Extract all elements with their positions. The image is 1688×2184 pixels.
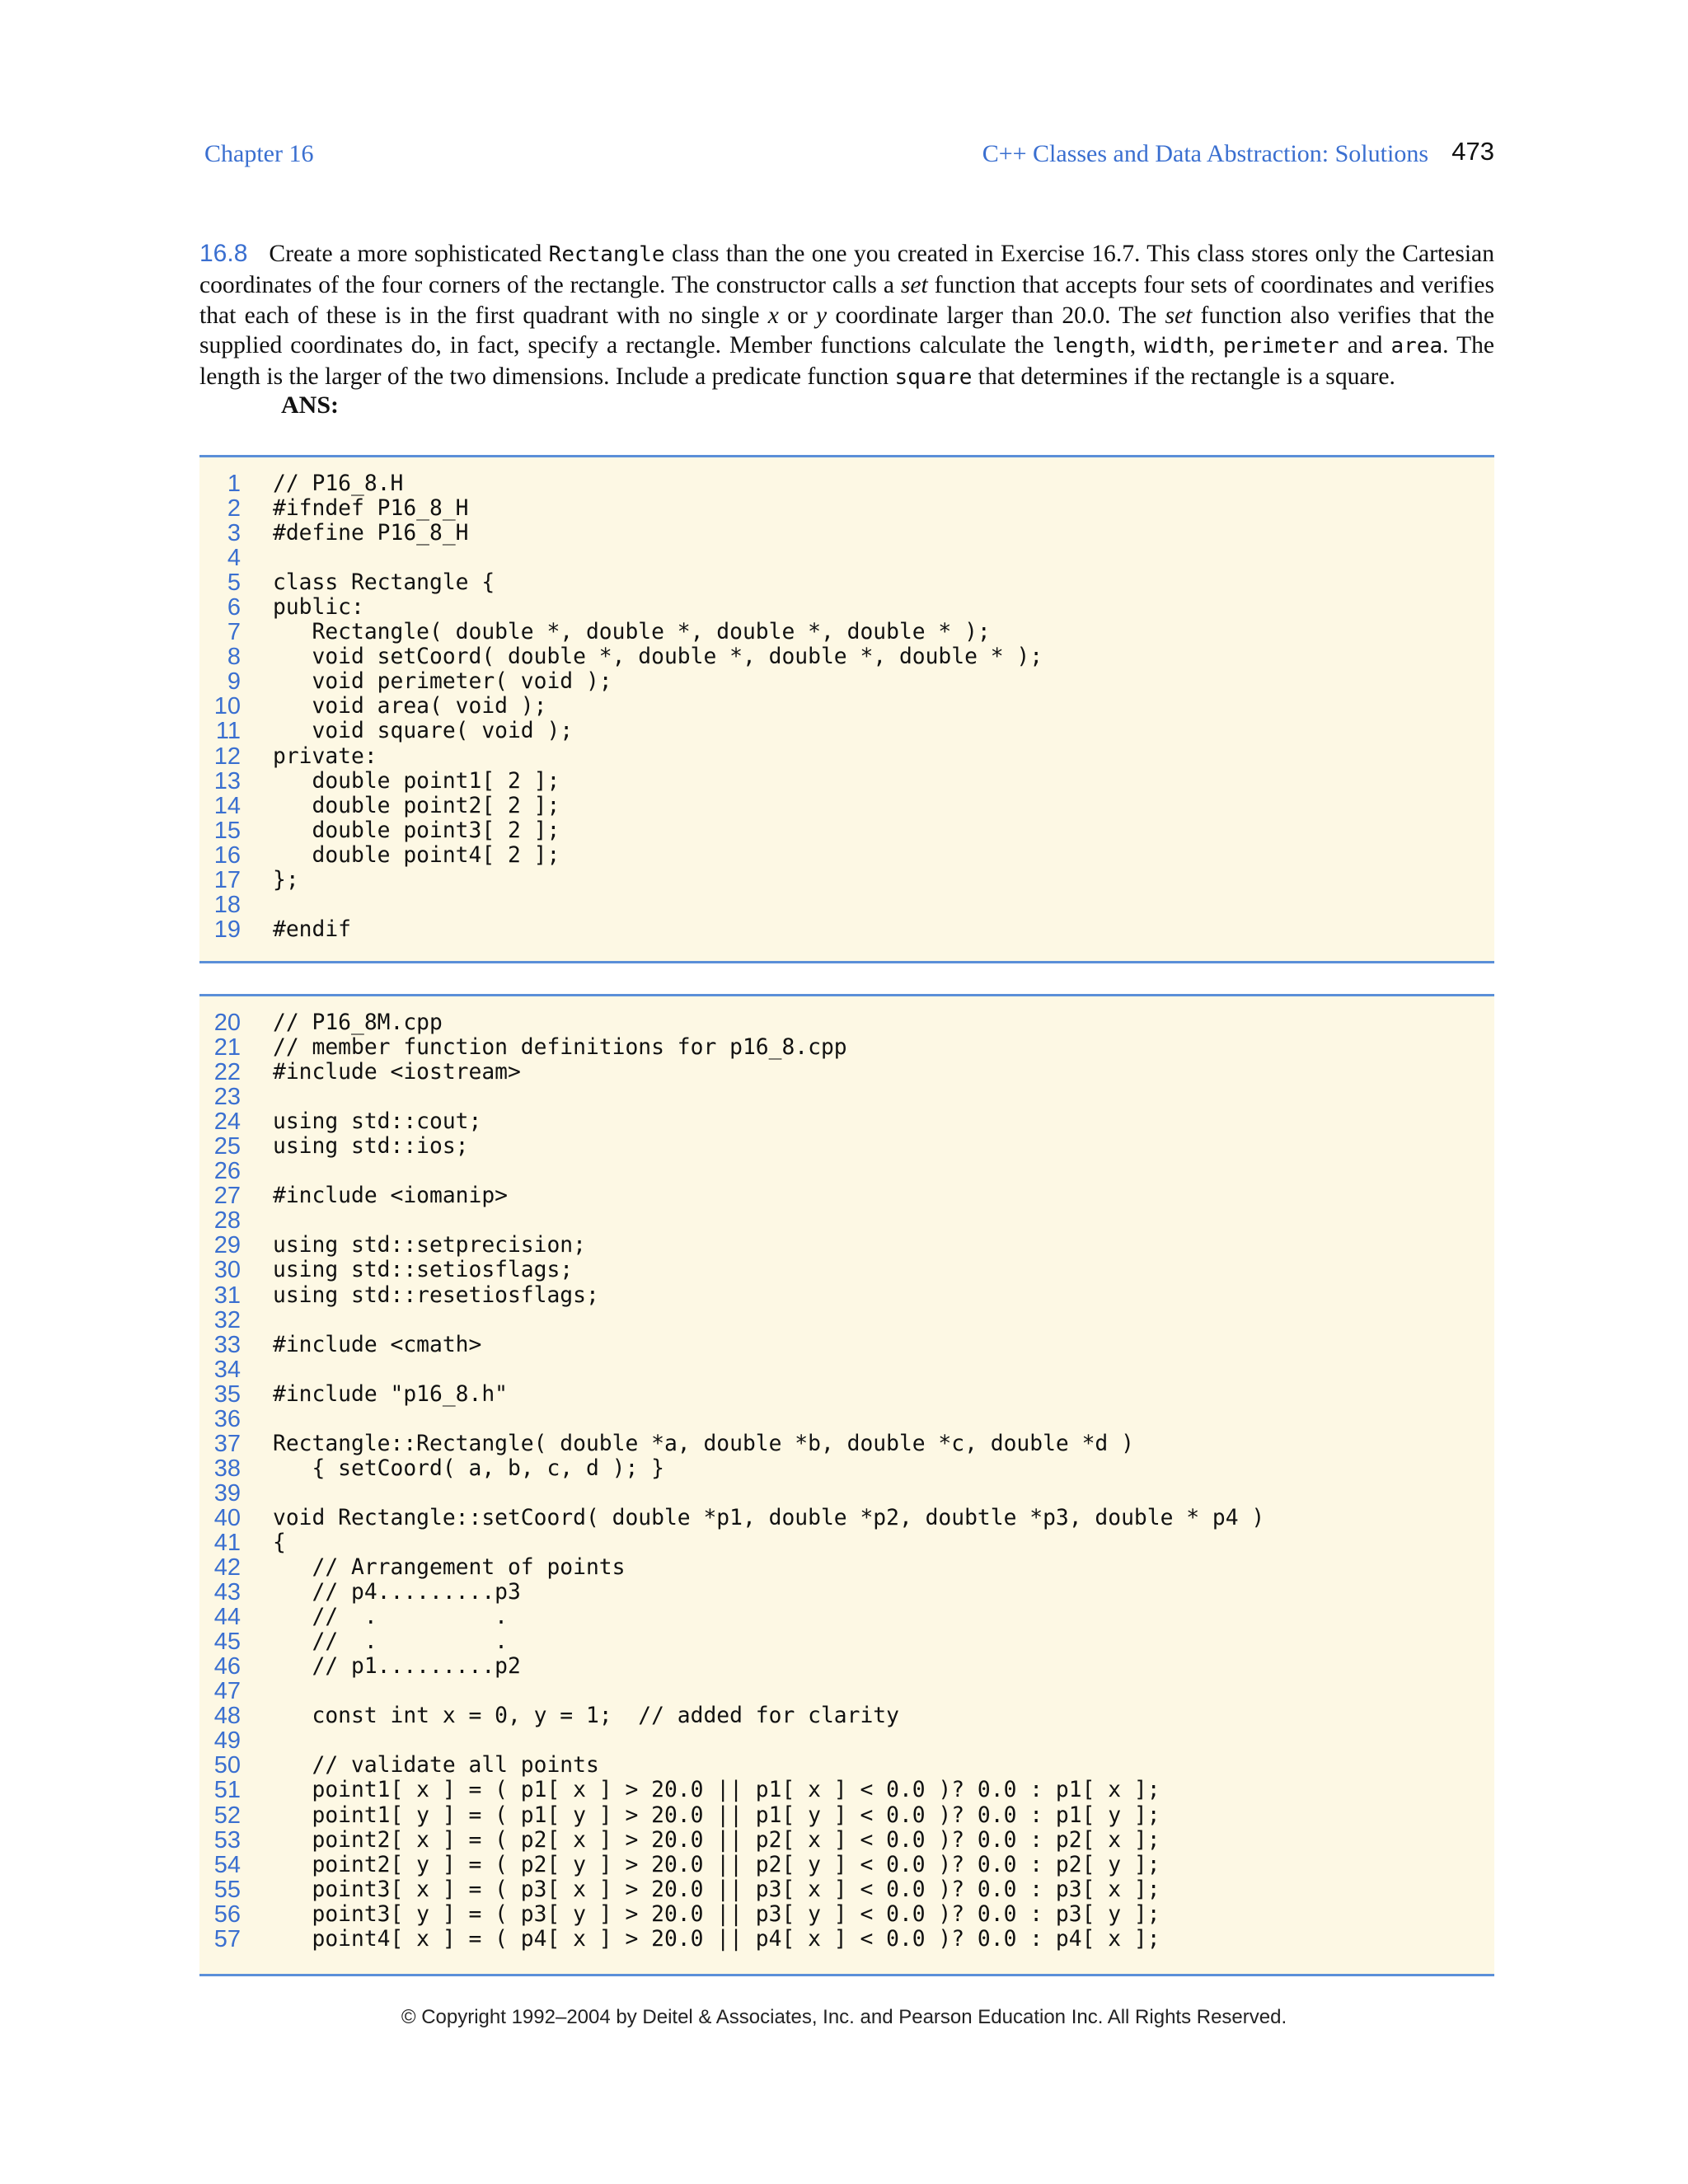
code-text: point2[ x ] = ( p2[ x ] > 20.0 || p2[ x ] < 0.0 )? 0.0 : p2[ x ]; [273,1827,1160,1853]
code-line [199,1481,1494,1506]
code-line [199,719,1494,743]
line-number: 44 [213,1604,241,1631]
code-line [199,1407,1494,1432]
line-number: 9 [227,668,241,696]
italic-term: set [900,271,928,298]
code-line [199,1902,1494,1927]
code-line [199,1704,1494,1728]
code-line [199,546,1494,570]
code-text: // P16_8M.cpp [273,1010,443,1035]
line-number: 13 [213,767,241,794]
code-text: void square( void ); [273,719,574,744]
copyright-footer: © Copyright 1992–2004 by Deitel & Associates, Inc. and Pearson Education Inc. All Rights Reserved. [401,2006,1287,2028]
line-number: 23 [213,1084,241,1111]
code-text: point2[ y ] = ( p2[ y ] > 20.0 || p2[ y ] < 0.0 )? 0.0 : p2[ y ]; [273,1852,1160,1877]
code-text: void perimeter( void ); [273,669,612,695]
line-number: 35 [213,1380,241,1408]
code-line [199,1060,1494,1085]
code-line [199,843,1494,868]
code-term: perimeter [1222,334,1339,359]
exercise-segment: function that accepts four sets of coordinates and verifies that each of these is in the first quadrant with no single [199,271,1495,329]
code-line [199,570,1494,595]
code-term: length [1052,334,1130,359]
line-number: 47 [213,1678,241,1705]
code-line [199,644,1494,669]
code-text: #endif [273,916,351,942]
code-line [199,1208,1494,1233]
code-text: #ifndef P16_8_H [273,496,469,522]
code-text: using std::setiosflags; [273,1258,574,1283]
line-number: 5 [227,569,241,597]
line-number: 46 [213,1653,241,1680]
code-term: width [1144,334,1209,359]
code-line [199,769,1494,794]
line-number: 26 [213,1158,241,1185]
line-number: 18 [213,891,241,918]
code-text: #include <iomanip> [273,1183,508,1209]
line-number: 42 [213,1554,241,1582]
code-line [199,1580,1494,1605]
code-line [199,471,1494,496]
code-text: #include <cmath> [273,1332,482,1357]
line-number: 39 [213,1479,241,1507]
code-line [199,1927,1494,1952]
code-line [199,521,1494,546]
code-text: // validate all points [273,1753,599,1779]
code-line [199,1035,1494,1060]
line-number: 33 [213,1331,241,1358]
code-line [199,1828,1494,1853]
code-line [199,1134,1494,1159]
code-line [199,1555,1494,1580]
line-number: 27 [213,1183,241,1210]
code-text: using std::cout; [273,1109,482,1135]
code-text: Rectangle::Rectangle( double *a, double *b, double *c, double *d ) [273,1431,1134,1456]
line-number: 49 [213,1727,241,1755]
line-number: 29 [213,1232,241,1259]
line-number: 14 [213,792,241,819]
code-text: // Arrangement of points [273,1555,626,1581]
code-line [199,1333,1494,1357]
line-number: 17 [213,866,241,893]
code-line [199,1308,1494,1333]
code-line [199,496,1494,521]
line-number: 56 [213,1900,241,1928]
code-line [199,1233,1494,1258]
code-line [199,1803,1494,1828]
code-line [199,893,1494,917]
code-text: // member function definitions for p16_8.cpp [273,1035,847,1061]
code-line [199,1877,1494,1902]
line-number: 34 [213,1356,241,1383]
code-listing-header-file [199,455,1494,963]
exercise-segment: , [1208,332,1223,359]
code-text: double point3[ 2 ]; [273,818,560,843]
chapter-label: Chapter 16 [204,140,314,167]
line-number: 32 [213,1306,241,1333]
code-line [199,744,1494,769]
exercise-segment: function also verifies that the supplied coordinates do, in fact, specify a rectangle. Member functions calculate the [199,302,1494,359]
code-text: class Rectangle { [273,570,495,596]
code-text: #define P16_8_H [273,521,469,546]
line-number: 11 [215,718,241,745]
code-text: // . . [273,1629,508,1655]
code-text: double point4[ 2 ]; [273,842,560,868]
code-line [199,1432,1494,1456]
code-line [199,1605,1494,1629]
exercise-text [199,239,1494,393]
code-line [199,917,1494,942]
exercise-segment: coordinate larger than 20.0. The [827,302,1165,329]
line-number: 51 [213,1777,241,1804]
code-text: point1[ x ] = ( p1[ x ] > 20.0 || p1[ x ] < 0.0 )? 0.0 : p1[ x ]; [273,1778,1160,1803]
line-number: 45 [213,1629,241,1656]
answer-label: ANS: [281,391,340,419]
code-text: void Rectangle::setCoord( double *p1, double *p2, doubtle *p3, double * p4 ) [273,1505,1265,1530]
italic-term: x [767,302,779,329]
code-line [199,620,1494,644]
exercise-segment: Create a more sophisticated [269,241,549,267]
code-text: }; [273,867,299,893]
line-number: 19 [213,916,241,943]
code-line [199,1258,1494,1282]
line-number: 4 [227,545,241,572]
exercise-segment: or [778,302,816,329]
line-number: 36 [213,1405,241,1432]
exercise-segment: that determines if the rectangle is a square. [972,363,1395,391]
code-term: Rectangle [548,242,665,267]
line-number: 37 [213,1430,241,1457]
code-line [199,1679,1494,1704]
code-text: const int x = 0, y = 1; // added for clarity [273,1704,899,1729]
line-number: 55 [213,1876,241,1903]
code-text: void setCoord( double *, double *, double *, double * ); [273,644,1043,670]
code-line [199,1629,1494,1654]
code-text: { [273,1530,286,1555]
line-number: 7 [227,619,241,646]
line-number: 30 [213,1257,241,1284]
exercise-number: 16.8 [199,240,248,267]
exercise-segment: and [1339,332,1391,359]
running-title: C++ Classes and Data Abstraction: Solutions [982,140,1428,167]
code-line [199,1382,1494,1407]
code-text: void area( void ); [273,694,547,719]
line-number: 10 [213,693,241,720]
code-line [199,1159,1494,1183]
code-listing-member-definitions [199,994,1494,1976]
line-number: 2 [227,495,241,523]
code-term: area [1390,334,1443,359]
code-line [199,1357,1494,1382]
line-number: 8 [227,644,241,671]
code-line [199,1010,1494,1035]
code-text: double point1[ 2 ]; [273,768,560,794]
page-header [204,137,1494,176]
code-line [199,1778,1494,1802]
code-text: // P16_8.H [273,471,404,496]
code-text: #include <iostream> [273,1060,521,1085]
line-number: 28 [213,1207,241,1235]
code-line [199,1085,1494,1109]
code-text: point3[ x ] = ( p3[ x ] > 20.0 || p3[ x ] < 0.0 )? 0.0 : p3[ x ]; [273,1877,1160,1902]
code-text: using std::ios; [273,1134,469,1160]
line-number: 3 [227,520,241,547]
code-text: // p1.........p2 [273,1654,521,1680]
code-text: double point2[ 2 ]; [273,793,560,818]
line-number: 12 [213,743,241,770]
code-text: Rectangle( double *, double *, double *, double * ); [273,620,991,645]
line-number: 38 [213,1455,241,1482]
code-line [199,794,1494,818]
line-number: 1 [227,471,241,497]
line-number: 54 [213,1851,241,1878]
line-number: 31 [213,1282,241,1309]
code-text: point3[ y ] = ( p3[ y ] > 20.0 || p3[ y ] < 0.0 )? 0.0 : p3[ y ]; [273,1901,1160,1927]
line-number: 40 [213,1504,241,1531]
code-text: point1[ y ] = ( p1[ y ] > 20.0 || p1[ y ] < 0.0 )? 0.0 : p1[ y ]; [273,1802,1160,1828]
code-text: { setCoord( a, b, c, d ); } [273,1455,664,1481]
line-number: 53 [213,1826,241,1854]
line-number: 21 [213,1034,241,1062]
line-number: 24 [213,1108,241,1136]
code-text: public: [273,595,364,621]
line-number: 6 [227,594,241,621]
code-line [199,1654,1494,1679]
page-number: 473 [1451,137,1494,166]
code-text: // p4.........p3 [273,1580,521,1605]
line-number: 50 [213,1752,241,1779]
code-line [199,1109,1494,1134]
line-number: 16 [213,841,241,869]
code-line [199,669,1494,694]
exercise-segment: class than the one you created in Exercise 16.7. This class stores only the Cartesian coordinates of the four corners of the rectangle. The constructor calls a [199,241,1494,298]
line-number: 41 [213,1529,241,1556]
code-line [199,1456,1494,1481]
code-line [199,595,1494,620]
code-line [199,1728,1494,1753]
line-number: 20 [213,1010,241,1036]
code-text: #include "p16_8.h" [273,1381,508,1407]
code-line [199,1753,1494,1778]
code-text: // . . [273,1605,508,1630]
code-line [199,1853,1494,1877]
code-text: using std::setprecision; [273,1233,586,1258]
line-number: 52 [213,1802,241,1829]
code-text: using std::resetiosflags; [273,1282,599,1308]
exercise-segment: . The length is the larger of the two dimensions. Include a predicate function [199,332,1495,391]
code-line [199,1183,1494,1208]
code-text: private: [273,743,377,769]
line-number: 15 [213,817,241,844]
code-term: square [894,365,973,391]
exercise-segment: , [1129,332,1145,359]
line-number: 43 [213,1579,241,1606]
line-number: 22 [213,1059,241,1086]
line-number: 25 [213,1133,241,1160]
code-line [199,1283,1494,1308]
code-line [199,1506,1494,1530]
code-line [199,818,1494,843]
italic-term: set [1165,302,1193,329]
italic-term: y [815,302,828,329]
code-line [199,1530,1494,1555]
code-line [199,868,1494,893]
line-number: 57 [213,1925,241,1952]
code-text: point4[ x ] = ( p4[ x ] > 20.0 || p4[ x ] < 0.0 )? 0.0 : p4[ x ]; [273,1926,1160,1952]
code-line [199,694,1494,719]
line-number: 48 [213,1703,241,1730]
